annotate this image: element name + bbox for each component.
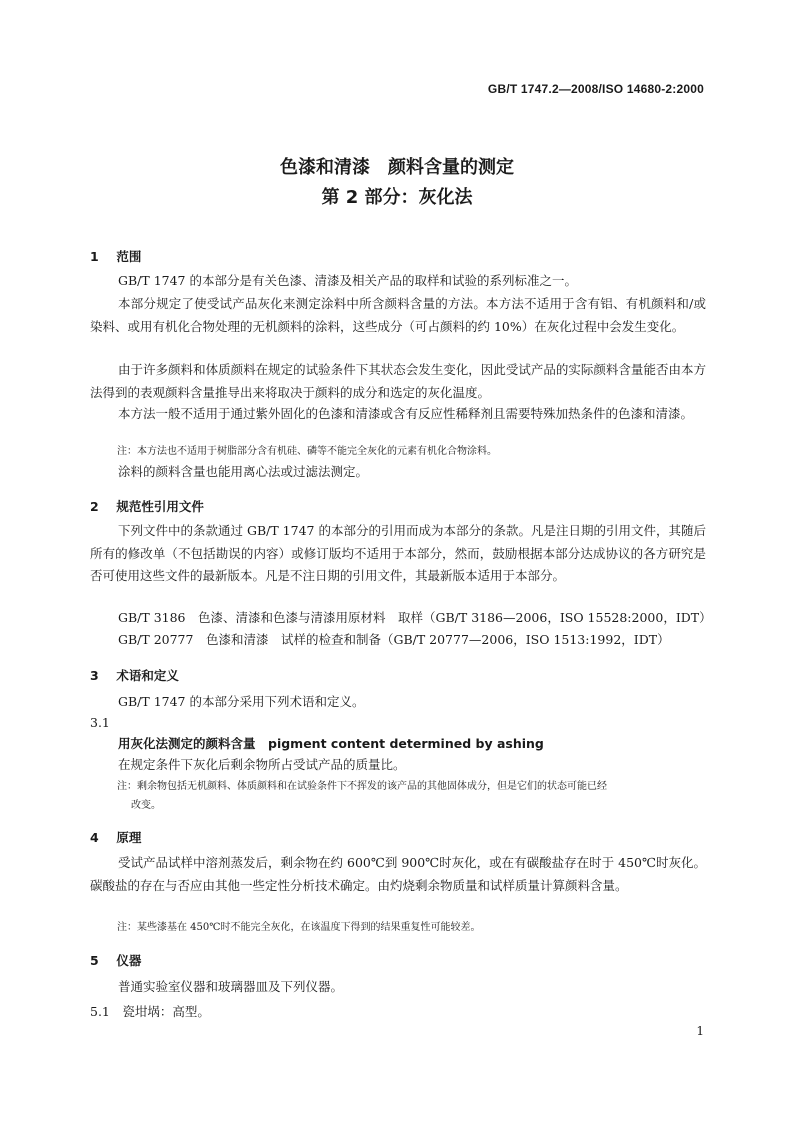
document-title: 色漆和清漆 颜料含量的测定 xyxy=(280,157,514,178)
document-subtitle: 第 2 部分：灰化法 xyxy=(321,187,473,208)
section-number: 3 xyxy=(90,668,99,683)
paragraph: 受试产品试样中溶剂蒸发后，剩余物在约 600℃到 900℃时灰化，或在有碳酸盐存在时于 450℃时灰化。碳酸盐的存在与否应由其他一些定性分析技术确定。由灼烧剩余物质量和试样质量计算颜料含量。 xyxy=(90,855,706,893)
standard-number: GB/T 1747.2—2008/ISO 14680-2:2000 xyxy=(487,82,704,96)
section-title: 术语和定义 xyxy=(116,668,179,683)
note: 注：某些漆基在 450℃时不能完全灰化，在该温度下得到的结果重复性可能较差。 xyxy=(117,922,481,933)
section-number: 1 xyxy=(90,249,99,264)
section-2-heading xyxy=(90,497,204,515)
paragraph: GB/T 1747 的本部分采用下列术语和定义。 xyxy=(118,694,365,709)
section-title: 仪器 xyxy=(116,953,142,968)
note-continuation xyxy=(117,796,707,815)
section-title: 原理 xyxy=(116,830,142,845)
note-continuation-text: 改变。 xyxy=(131,800,161,811)
reference-item: GB/T 20777 色漆和清漆 试样的检查和制备（GB/T 20777—2006，ISO 1513:1992，IDT） xyxy=(118,632,670,647)
section-number: 4 xyxy=(90,830,99,845)
paragraph: 下列文件中的条款通过 GB/T 1747 的本部分的引用而成为本部分的条款。凡是注日期的引用文件，其随后所有的修改单（不包括勘误的内容）或修订版均不适用于本部分，然而，鼓励根据本部分达成协议的各方研究是否可使用这些文件的最新版本。凡是不注日期的引用文件，其最新版本适用于本部分。 xyxy=(90,523,706,583)
section-title: 范围 xyxy=(116,249,142,264)
note: 注：剩余物包括无机颜料、体质颜料和在试验条件下不挥发的该产品的其他固体成分，但是它们的状态可能已经 xyxy=(117,781,607,792)
paragraph: 涂料的颜料含量也能用离心法或过滤法测定。 xyxy=(118,464,369,479)
section-number: 5 xyxy=(90,953,99,968)
subsection-number: 3.1 xyxy=(90,715,110,730)
page-number: 1 xyxy=(696,1024,704,1038)
paragraph: GB/T 1747 的本部分是有关色漆、清漆及相关产品的取样和试验的系列标准之一。 xyxy=(118,273,577,288)
note: 注：本方法也不适用于树脂部分含有机硅、磷等不能完全灰化的元素有机化合物涂料。 xyxy=(117,446,497,457)
reference-item: GB/T 3186 色漆、清漆和色漆与清漆用原材料 取样（GB/T 3186—2006，ISO 15528:2000，IDT） xyxy=(118,610,712,625)
term-heading: 用灰化法测定的颜料含量 pigment content determined by ashing xyxy=(118,736,544,751)
section-number: 2 xyxy=(90,499,99,514)
paragraph: 本方法一般不适用于通过紫外固化的色漆和清漆或含有反应性稀释剂且需要特殊加热条件的色漆和清漆。 xyxy=(118,406,694,421)
section-3-heading xyxy=(90,666,179,684)
section-5-heading xyxy=(90,951,141,969)
paragraph: 由于许多颜料和体质颜料在规定的试验条件下其状态会发生变化，因此受试产品的实际颜料含量能否由本方法得到的表观颜料含量推导出来将取决于颜料的成分和选定的灰化温度。 xyxy=(90,362,706,400)
paragraph: 本部分规定了使受试产品灰化来测定涂料中所含颜料含量的方法。本方法不适用于含有铝、有机颜料和/或染料、或用有机化合物处理的无机颜料的涂料，这些成分（可占颜料的约 10%）在灰化过程中会发生变化。 xyxy=(90,296,706,334)
section-title: 规范性引用文件 xyxy=(116,499,204,514)
subsection-item: 5.1 瓷坩埚：高型。 xyxy=(90,1004,210,1019)
term-definition: 在规定条件下灰化后剩余物所占受试产品的质量比。 xyxy=(118,757,406,772)
section-4-heading xyxy=(90,828,141,846)
section-1-heading xyxy=(90,247,141,265)
paragraph: 普通实验室仪器和玻璃器皿及下列仪器。 xyxy=(118,979,344,994)
